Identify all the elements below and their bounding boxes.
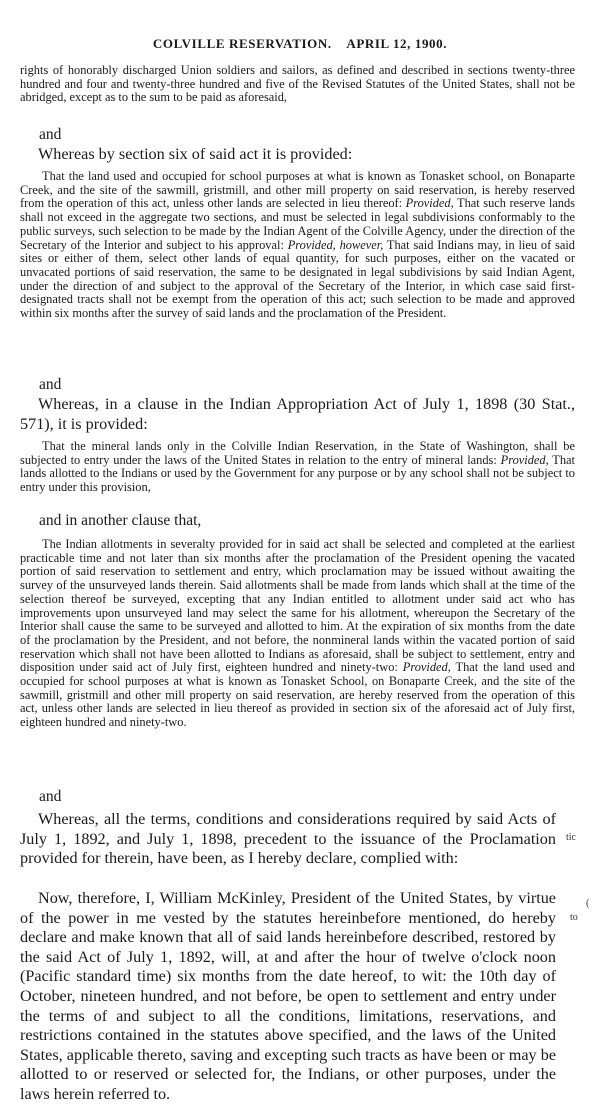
proviso-italic: Provided,	[402, 660, 451, 675]
text-segment: That said Indians may, in lieu of said sites or either of them, select other lands of equal quantity, for such purposes, either on the vacated or unvacated portions of said reservation, the same to be designated in legal subdivisions by said Indian Agent, under the direction of and subject to the approval of the Secretary of the Interior, in which case said first-designated tracts shall not be exempt from the operation of this act; such selection to be made and approved within six months after the survey of said lands and the proclamation of the President.	[20, 237, 575, 321]
running-header: COLVILLE RESERVATION. APRIL 12, 1900.	[152, 36, 448, 51]
proviso-italic: Provided, however,	[287, 237, 384, 252]
proviso-italic: Provided,	[500, 452, 549, 467]
whereas-appropriation-act	[20, 395, 575, 434]
proclamation-now-therefore: Now, therefore, I, William McKinley, President of the United States, by virtue of the power in me vested by the statutes hereinbefore mentioned, do hereby declare and make known that all of said lands hereinbefore described, restored by the said Act of July 1, 1892, will, at and after the hour of twelve o'clock noon (Pacific standard time) six months from the date hereof, to wit: the 10th day of October, nineteen hundred, and not before, be open to settlement and entry under the terms of and subject to all the conditions, limitations, reservations, and restrictions contained in the statutes above specified, and the laws of the United States, applicable thereto, saving and excepting such tracts as have been or may be allotted to or reserved or selected for, the Indians, or other purposes, under the laws herein referred to.	[20, 889, 556, 1103]
paragraph-allotments	[20, 538, 575, 730]
whereas-section-six: Whereas by section six of said act it is provided:	[38, 145, 353, 163]
proviso-italic: Provided,	[405, 196, 454, 211]
whereas-terms-complied: Whereas, all the terms, conditions and considerations required by said Acts of July 1, 1892, and July 1, 1898, precedent to the issuance of the Proclamation provided for therein, have been, as I hereby declare, complied with:	[20, 810, 556, 868]
conjunction-and-2: and	[39, 376, 62, 393]
whereas-text: Whereas, in a clause in the Indian Appropriation Act of July 1, 1898 (30 Stat., 571), it is provided:	[20, 395, 575, 433]
text-segment: That the mineral lands only in the Colville Indian Reservation, in the State of Washington, shall be subjected to entry under the laws of the United States in relation to the entry of mineral lands:	[20, 439, 575, 467]
margin-note: (	[586, 898, 590, 909]
conjunction-and-3: and	[39, 788, 62, 805]
margin-note: tic	[566, 832, 576, 843]
text-segment: That the land used and occupied for school purposes at what is known as Tonasket school, on Bonaparte Creek, and the site of the sawmill, gristmill, and other mill property on said reservation, is hereby reserved from the operation of this act, unless other lands are selected in lieu thereof:	[20, 169, 575, 211]
paragraph-school-lands	[20, 170, 575, 321]
paragraph-rights: rights of honorably discharged Union soldiers and sailors, as defined and described in sections twenty-three hundred and four and twenty-three hundred and five of the Revised Statutes of the United States, shall not be abridged, except as to the sum to be paid as aforesaid,	[20, 63, 575, 105]
text-segment: That such reserve lands shall not exceed in the aggregate two sections, and must be selected in legal subdivisions conformably to the public surveys, such selection to be made by the Indian Agent of the Colville Agency, under the direction of the Secretary of the Interior and subject to his approval:	[20, 196, 575, 252]
margin-note: to	[570, 912, 578, 923]
text-segment: That the land used and occupied for school purposes at what is known as Tonasket School, on Bonaparte Creek, and the site of the sawmill, gristmill and other mill property on said reservation, are hereby reserved from the operation of this act, unless other lands are selected in lieu thereof as provided in section six of the aforesaid act of July first, eighteen hundred and ninety-two.	[20, 660, 575, 730]
conjunction-and-1: and	[39, 126, 62, 143]
text-segment: That lands allotted to the Indians or used by the Government for any purpose or by any school shall not be subject to entry under this provision,	[20, 452, 575, 495]
text-segment: The Indian allotments in severalty provided for in said act shall be selected and completed at the earliest practicable time and not later than six months after the proclamation of the President opening the vacated portion of said reservation to settlement and entry, which proclamation may be issued without awaiting the survey of the unsurveyed lands therein. Said allotments shall be made from lands which shall at the time of the selection thereof be surveyed, excepting that any Indian entitled to allotment under said act who has improvements upon unsurveyed land may select the same for his allotment, whereupon the Secretary of the Interior shall cause the same to be surveyed and allotted to him. At the expiration of six months from the date of the proclamation by the President, and not before, the nonmineral lands within the vacated portion of said reservation which shall not have been allotted to Indians as aforesaid, shall be subject to settlement, entry and disposition under said act of July first, eighteen hundred and ninety-two:	[20, 537, 575, 675]
another-clause: and in another clause that,	[39, 512, 202, 529]
paragraph-mineral-lands	[20, 440, 575, 495]
